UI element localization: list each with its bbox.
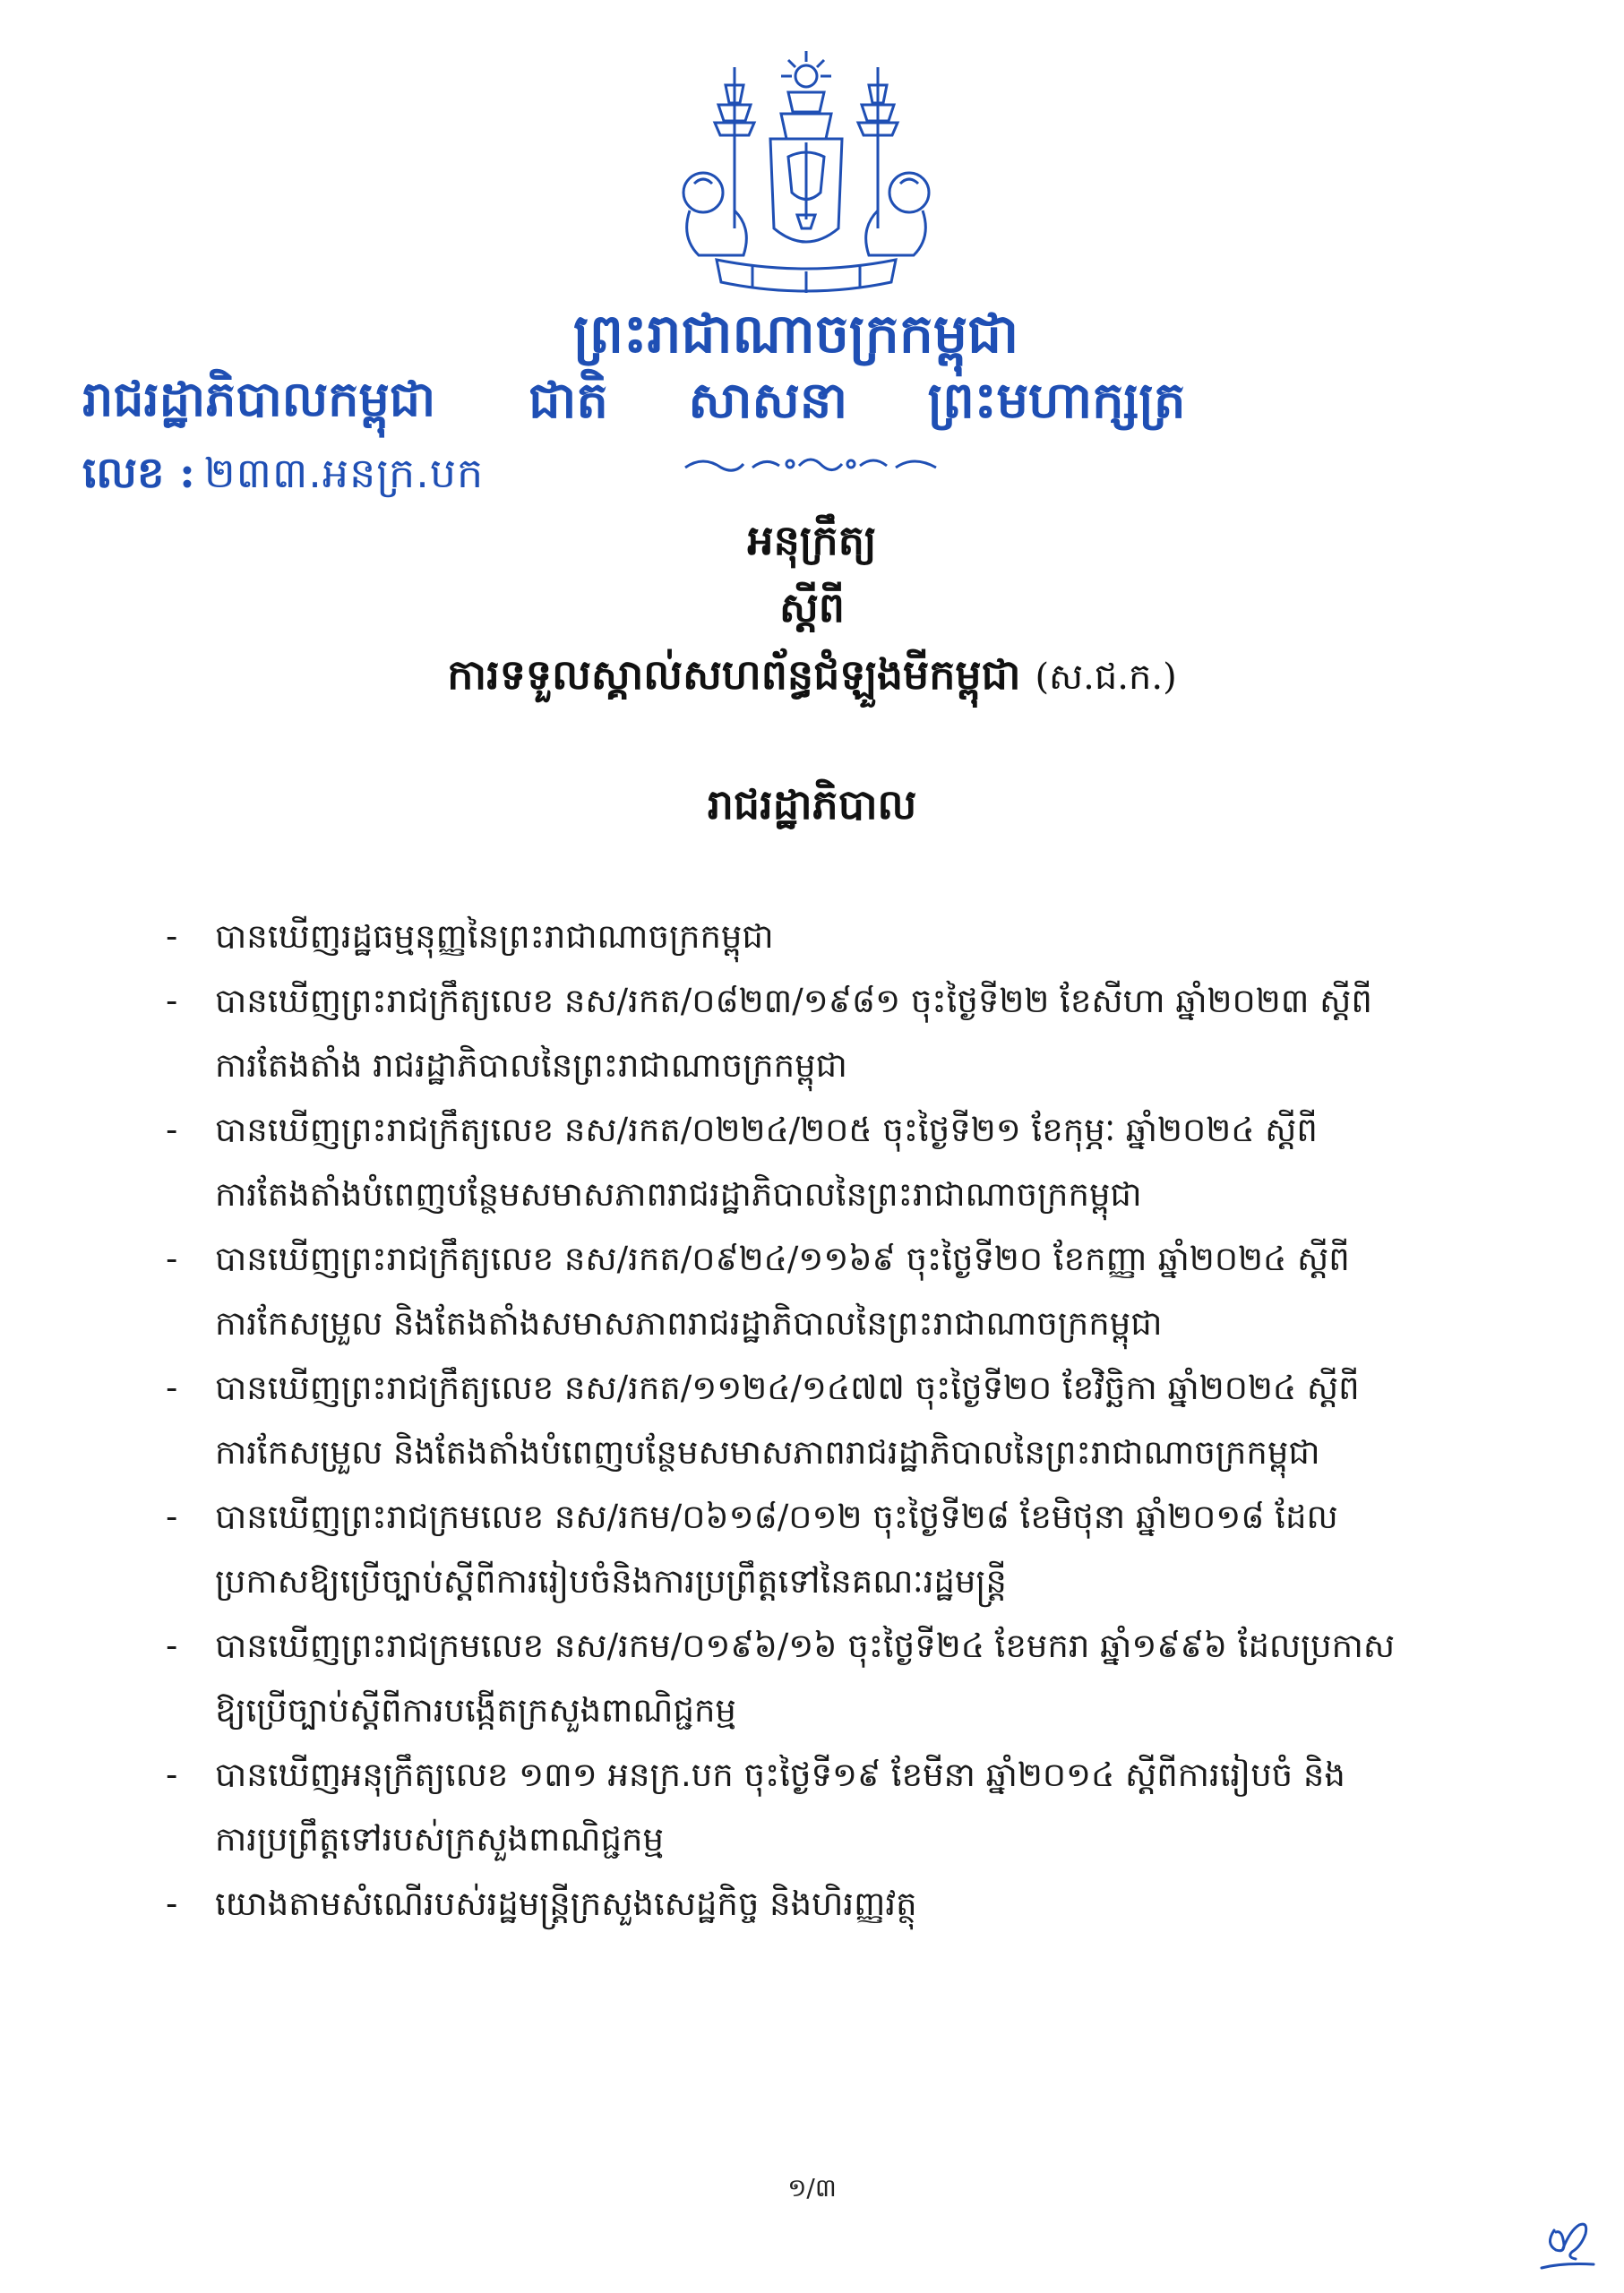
preamble-item [166,1098,1411,1227]
list-dash: - [166,1111,178,1149]
document-about: ស្តីពី [779,583,845,631]
preamble-list [166,905,1411,1937]
preamble-line-continued: ការតែងតាំងបំពេញបន្ថែមសមាសភាពរាជរដ្ឋាភិបាលនៃព្រះរាជាណាចក្រកម្ពុជា [215,1175,1142,1214]
preamble-line: បានឃើញព្រះរាជក្រមលេខ នស/រកម/០៦១៨/០១២ ចុះថ្ងៃទី២៨ ខែមិថុនា ឆ្នាំ២០១៨ ដែល [215,1498,1338,1536]
preamble-line: បានឃើញព្រះរាជក្រឹត្យលេខ នស/រកត/០៨២៣/១៩៨១ ចុះថ្ងៃទី២២ ខែសីហា ឆ្នាំ២០២៣ ស្តីពី [215,982,1372,1020]
list-dash: - [166,917,178,956]
motto-king: ព្រះមហាក្សត្រ [927,371,1186,430]
preamble-item [166,1743,1411,1872]
list-dash: - [166,1240,178,1278]
issuing-government: រាជរដ្ឋាភិបាលកម្ពុជា [82,370,436,427]
issuer-heading: រាជរដ្ឋាភិបាល [707,780,917,829]
national-motto [528,369,1186,442]
preamble-item [166,1485,1411,1614]
list-dash: - [166,1756,178,1794]
preamble-line: បានឃើញអនុក្រឹត្យលេខ ១៣១ អនក្រ.បក ចុះថ្ងៃទី១៩ ខែមីនា ឆ្នាំ២០១៤ ស្តីពីការរៀបចំ និង [215,1756,1345,1794]
preamble-line: បានឃើញព្រះរាជក្រឹត្យលេខ នស/រកត/០៩២៤/១១៦៩ ចុះថ្ងៃទី២០ ខែកញ្ញា ឆ្នាំ២០២៤ ស្តីពី [215,1240,1350,1278]
kingdom-name: ព្រះរាជាណាចក្រកម្ពុជា [573,303,1019,365]
list-dash: - [166,982,178,1020]
preamble-line-continued: ការតែងតាំង រាជរដ្ឋាភិបាលនៃព្រះរាជាណាចក្រកម្ពុជា [215,1046,847,1085]
preamble-line-continued: ការកែសម្រួល និងតែងតាំងសមាសភាពរាជរដ្ឋាភិបាលនៃព្រះរាជាណាចក្រកម្ពុជា [215,1304,1163,1343]
preamble-line-continued: ការប្រព្រឹត្តទៅរបស់ក្រសួងពាណិជ្ជកម្ម [215,1820,664,1859]
preamble-line: យោងតាមសំណើរបស់រដ្ឋមន្ត្រីក្រសួងសេដ្ឋកិច្ច និងហិរញ្ញវត្ថុ [215,1885,917,1923]
preamble-item [166,1356,1411,1485]
motto-nation: ជាតិ [528,371,608,430]
list-dash: - [166,1369,178,1407]
preamble-item [166,905,1411,969]
preamble-line: បានឃើញព្រះរាជក្រឹត្យលេខ នស/រកត/១១២៤/១៤៧៧ ចុះថ្ងៃទី២០ ខែវិច្ឆិកា ឆ្នាំ២០២៤ ស្តីពី [215,1369,1360,1407]
document-subject-text: ការទទួលស្គាល់សហព័ន្ធជំឡួងមីកម្ពុជា [447,650,1021,699]
left-parasol-icon [715,67,754,228]
crown-rays-icon [781,51,831,87]
handwritten-initial-signature [1536,2212,1599,2275]
preamble-item [166,1614,1411,1743]
preamble-line-continued: ឱ្យប្រើច្បាប់ស្តីពីការបង្កើតក្រសួងពាណិជ្ជកម្ម [215,1691,736,1730]
preamble-item [166,969,1411,1098]
right-parasol-icon [858,67,898,228]
document-type-title: អនុក្រឹត្យ [747,516,877,564]
preamble-item [166,1872,1411,1937]
list-dash: - [166,1627,178,1665]
preamble-line: បានឃើញរដ្ឋធម្មនុញ្ញនៃព្រះរាជាណាចក្រកម្ពុជា [215,917,774,956]
document-subject-abbreviation: (ស.ជ.ក.) [1035,657,1177,698]
preamble-line-continued: ការកែសម្រួល និងតែងតាំងបំពេញបន្ថែមសមាសភាពរាជរដ្ឋាភិបាលនៃព្រះរាជាណាចក្រកម្ពុជា [215,1433,1320,1472]
document-subject [0,649,1624,709]
document-number [82,446,484,509]
document-number-value: ២៣៣.អនក្រ.បក [203,449,485,497]
preamble-line: បានឃើញព្រះរាជក្រមលេខ នស/រកម/០១៩៦/១៦ ចុះថ្ងៃទី២៤ ខែមករា ឆ្នាំ១៩៩៦ ដែលប្រកាស [215,1627,1396,1665]
left-lion-icon [683,173,746,255]
page-number: ១/៣ [787,2173,837,2203]
motto-religion: សាសនា [688,371,848,430]
preamble-line-continued: ប្រកាសឱ្យប្រើច្បាប់ស្តីពីការរៀបចំនិងការប្រព្រឹត្តទៅនៃគណៈរដ្ឋមន្ត្រី [215,1562,1007,1601]
right-lion-icon [866,173,929,255]
list-dash: - [166,1885,178,1923]
decorative-divider-icon [681,448,941,480]
list-dash: - [166,1498,178,1536]
preamble-line: បានឃើញព្រះរាជក្រឹត្យលេខ នស/រកត/០២២៤/២០៥ ចុះថ្ងៃទី២១ ខែកុម្ភៈ ឆ្នាំ២០២៤ ស្តីពី [215,1111,1318,1149]
preamble-item [166,1227,1411,1356]
document-number-label: លេខ : [82,448,195,498]
royal-coat-of-arms-emblem [663,49,949,318]
